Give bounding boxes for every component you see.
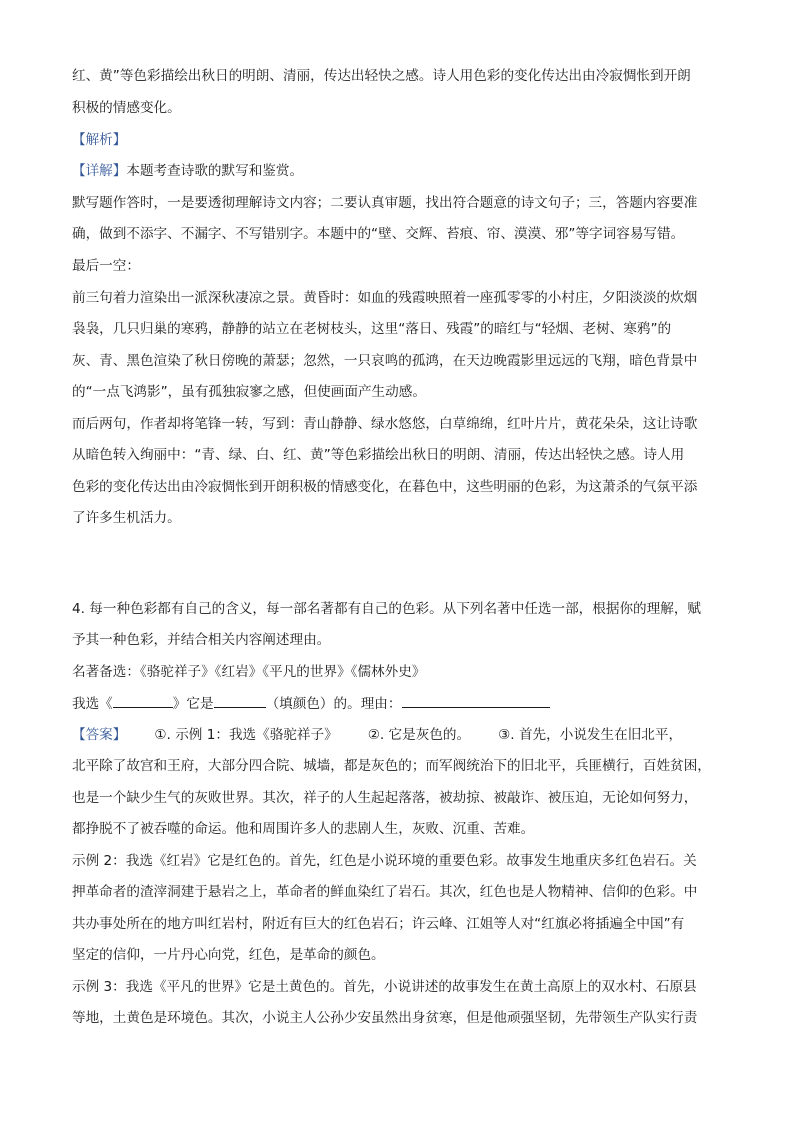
answer-part-1: ①. 示例 1：我选《骆驼祥子》: [154, 727, 338, 743]
text-line: 默写题作答时，一是要透彻理解诗文内容；二要认真审题，找出符合题意的诗文句子；三，答题内容要准: [72, 195, 698, 211]
text-line: 北平除了故宫和王府，大部分四合院、城墙，都是灰色的；而军阀统治下的旧北平，兵匪横行，百姓贫困，: [72, 758, 711, 774]
question-stem: 予其一种色彩，并结合相关内容阐述理由。: [72, 632, 331, 648]
text-line: 最后一空：: [72, 258, 140, 274]
text-line: 的“一点飞鸿影”，虽有孤独寂寥之感，但使画面产生动感。: [72, 384, 426, 400]
answer-part-3: ③. 首先，小说发生在旧北平，: [498, 727, 683, 743]
text-line: 前三句着力渲染出一派深秋凄凉之景。黄昏时：如血的残霞映照着一座孤零零的小村庄，夕阳淡淡的炊烟: [72, 290, 698, 306]
fill-text: 我选《: [72, 696, 113, 712]
text-line: 从暗色转入绚丽中：“青、绿、白、红、黄”等色彩描绘出秋日的明朗、清丽，传达出轻快之感。诗人用: [72, 447, 685, 463]
reason-blank[interactable]: [402, 693, 550, 708]
text-line: 都挣脱不了被吞噬的命运。他和周围许多人的悲剧人生，灰败、沉重、苦难。: [72, 821, 535, 837]
text-line: 了许多生机活力。: [72, 510, 181, 526]
answer-line: [72, 725, 732, 745]
book-options: 名著备选：《骆驼祥子》《红岩》《平凡的世界》《儒林外史》: [72, 664, 426, 680]
fill-in-line: [72, 693, 732, 714]
text-line: 坚定的信仰，一片丹心向党，红色，是革命的颜色。: [72, 947, 385, 963]
text-line: 等地，土黄色是环境色。其次，小说主人公孙少安虽然出身贫寒，但是他顽强坚韧，先带领生产队实行责: [72, 1010, 698, 1026]
detail-tag: 【详解】: [72, 163, 127, 179]
detail-text: 本题考查诗歌的默写和鉴赏。: [126, 163, 304, 179]
text-line: 积极的情感变化。: [72, 100, 181, 116]
text-line: 确，做到不添字、不漏字、不写错别字。本题中的“壁、交辉、苔痕、帘、漠漠、邪”等字词容易写错。: [72, 226, 685, 242]
text-line: 灰、青、黑色渲染了秋日傍晚的萧瑟；忽然，一只哀鸣的孤鸿，在天边晚霞影里远远的飞翔，暗色背景中: [72, 353, 698, 369]
color-blank[interactable]: [214, 693, 266, 708]
text-line: 示例 2：我选《红岩》它是红色的。首先，红色是小说环境的重要色彩。故事发生地重庆多红色岩石。关: [72, 853, 697, 869]
text-line: 示例 3：我选《平凡的世界》它是土黄色的。首先，小说讲述的故事发生在黄土高原上的双水村、石原县: [72, 979, 697, 995]
fill-text: （填颜色）的。理由：: [265, 696, 402, 712]
answer-tag: 【答案】: [72, 727, 127, 743]
text-line: 共办事处所在的地方叫红岩村，附近有巨大的红色岩石；许云峰、江姐等人对“红旗必将插遍全中国”有: [72, 916, 685, 932]
detail-line: [72, 161, 732, 181]
text-line: 袅袅，几只归巢的寒鸦，静静的站立在老树枝头，这里“落日、残霞”的暗红与“轻烟、老树、寒鸦”的: [72, 321, 672, 337]
fill-text: 》它是: [172, 696, 214, 712]
book-blank[interactable]: [113, 693, 173, 708]
text-line: 红、黄”等色彩描绘出秋日的明朗、清丽，传达出轻快之感。诗人用色彩的变化传达出由冷寂惆怅到开朗: [72, 68, 691, 84]
answer-part-2: ②. 它是灰色的。: [367, 727, 471, 743]
analysis-tag: 【解析】: [72, 132, 127, 148]
text-line: 也是一个缺少生气的灰败世界。其次，祥子的人生起起落落，被劫掠、被敲诈、被压迫，无论如何努力，: [72, 790, 698, 806]
text-line: 色彩的变化传达出由冷寂惆怅到开朗积极的情感变化，在暮色中，这些明丽的色彩，为这萧杀的气氛平添: [72, 479, 698, 495]
text-line: 而后两句，作者却将笔锋一转，写到：青山静静、绿水悠悠，白草绵绵，红叶片片，黄花朵朵，这让诗歌: [72, 416, 698, 432]
text-line: 押革命者的渣滓洞建于悬岩之上，革命者的鲜血染红了岩石。其次，红色也是人物精神、信仰的色彩。中: [72, 884, 698, 900]
question-stem: 4. 每一种色彩都有自己的含义，每一部名著都有自己的色彩。从下列名著中任选一部，根据你的理解，赋: [72, 601, 702, 617]
